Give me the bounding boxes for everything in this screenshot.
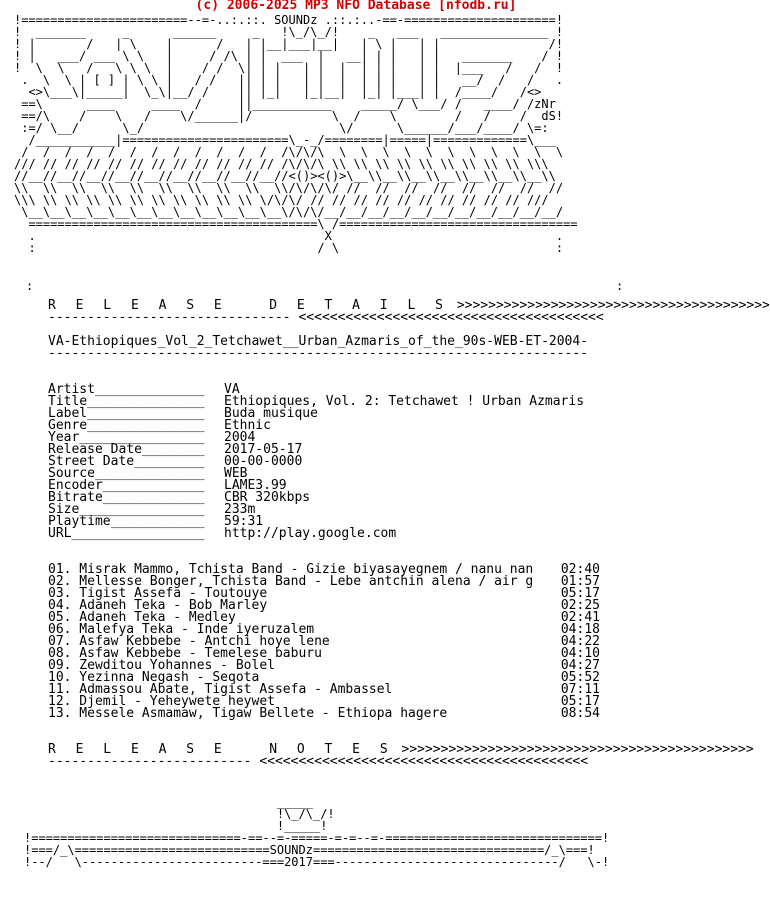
release-notes-title: R E L E A S E N O T E S bbox=[48, 742, 394, 757]
release-name: VA-Ethiopiques_Vol_2_Tetchawet__Urban_Azmaris_of_the_90s-WEB-ET-2004- bbox=[48, 334, 589, 349]
track-duration: 07:11 bbox=[560, 682, 600, 697]
detail-value: Ethnic bbox=[224, 418, 271, 433]
art-line-0: !=======================--=-..:.::. SOUNDz .::.:..-==-=====================! bbox=[14, 13, 564, 27]
art-line-7: ==\ ____ ____ / ||___________ _____/ \___/ / ____/ /zNr bbox=[14, 97, 556, 111]
detail-value: Ethiopiques, Vol. 2: Tetchawet ! Urban Azmaris bbox=[224, 394, 585, 409]
track-title: 13. Messele Asmamaw, Tigaw Bellete - Ethiopa hagere bbox=[48, 706, 448, 721]
detail-key: Artist______________ bbox=[48, 382, 205, 397]
art-line-18: . X . bbox=[14, 229, 564, 243]
detail-value: LAME3.99 bbox=[224, 478, 287, 493]
track-duration: 04:10 bbox=[560, 646, 600, 661]
track-title: 02. Mellesse Bonger, Tchista Band - Lebe antchin alena / air g bbox=[48, 574, 534, 589]
art-line-4: ! \ \ / \ \ \ | / / \| | | | | | | | | | | |___ / / ! bbox=[14, 61, 564, 75]
details-list bbox=[48, 384, 608, 540]
art-line-3: ! | ___/ ___ \ \ | / /\ | | ___ | __| | | | | _______ / ! bbox=[14, 49, 564, 63]
footer-line-1: !\_/\_/! bbox=[24, 807, 335, 821]
track-duration: 05:17 bbox=[560, 586, 600, 601]
footer-line-5: !--/ \-------------------------===2017===-------------------------------/ \-! bbox=[24, 855, 610, 869]
release-details-rule bbox=[48, 312, 608, 324]
release-name-underline: --------------------------------------------------------------------- bbox=[48, 346, 589, 361]
track-duration: 04:22 bbox=[560, 634, 600, 649]
track-duration: 05:52 bbox=[560, 670, 600, 685]
footer-line-4: !===/_\===========================SOUNDz================================/_\===! bbox=[24, 843, 595, 857]
track-title: 09. Zewditou Yohannes - Bolel bbox=[48, 658, 275, 673]
track-title: 01. Misrak Mammo, Tchista Band - Gizie biyasayegnem / nanu nan bbox=[48, 562, 534, 577]
track-title: 10. Yezinna Negash - Seqota bbox=[48, 670, 260, 685]
footer-line-2: !_____! bbox=[24, 819, 328, 833]
track-duration: 02:25 bbox=[560, 598, 600, 613]
track-title: 07. Asfaw Kebbebe - Antchi hoye lene bbox=[48, 634, 330, 649]
track-duration: 08:54 bbox=[560, 706, 600, 721]
detail-value: WEB bbox=[224, 466, 248, 481]
release-details-arrows-back: <<<<<<<<<<<<<<<<<<<<<<<<<<<<<<<<<<<<<<< bbox=[298, 310, 604, 325]
detail-key: URL_________________ bbox=[48, 526, 205, 541]
art-line-16: \__\__\__\__\__\__\__\__\__\__\__\__\/\/\/__/__/__/__/__/__/__/__/__/__/__/ bbox=[14, 205, 564, 219]
art-line-13: //__//__//__//__//__//__//__//__//__//<()><()>\__\\__\\__\\__\\__\\__\\__\\ bbox=[14, 169, 556, 183]
track-duration: 02:41 bbox=[560, 610, 600, 625]
art-line-19: : / \ : bbox=[14, 241, 564, 255]
art-line-12: /// // // // // // // // // // // // /\/\/\ \\ \\ \\ \\ \\ \\ \\ \\ \\ \\\ bbox=[14, 157, 549, 171]
right-border-dot: : bbox=[616, 279, 624, 293]
art-line-6: <>\___\|_____| \_\|__/ / || |_| |_|__| |_| |___| | /____/ /<> bbox=[14, 85, 556, 99]
detail-value: http://play.google.com bbox=[224, 526, 397, 541]
detail-key: Encoder_____________ bbox=[48, 478, 205, 493]
detail-key: Title_______________ bbox=[48, 394, 205, 409]
art-line-11: / / / / / / / / / / / / /\/\/\ \ \ \ \ \ \ \ \ \ \ \ bbox=[14, 145, 564, 159]
release-notes-rule bbox=[48, 756, 608, 768]
art-line-9: :=/ \__/ \_/ \/ \______/___/____/ \=: bbox=[14, 121, 556, 135]
detail-key: Bitrate_____________ bbox=[48, 490, 205, 505]
track-title: 12. Djemil - Yeheywete heywet bbox=[48, 694, 275, 709]
detail-key: Street Date_________ bbox=[48, 454, 205, 469]
track-title: 05. Adaneh Teka - Medley bbox=[48, 610, 236, 625]
track-title: 11. Admassou Abate, Tigist Assefa - Ambassel bbox=[48, 682, 393, 697]
art-line-5: . \ \ | [ ] | \ \ | / / || | | | | | | | | | | __/ / / . bbox=[14, 73, 564, 87]
left-border-dot: : bbox=[26, 279, 34, 293]
detail-value: 233m bbox=[224, 502, 256, 517]
track-title: 08. Asfaw Kebbebe - Temelese baburu bbox=[48, 646, 322, 661]
track-duration: 04:27 bbox=[560, 658, 600, 673]
site-header: (c) 2006-2025 MP3 NFO Database [nfodb.ru] bbox=[195, 0, 517, 13]
art-line-1: ! _______ _ ______ _ !\_/\_/! _ ___ _______________ ! bbox=[14, 25, 564, 39]
art-line-8: ==/\ / \ / \/______|/ \ / \ / / / dS! bbox=[14, 109, 564, 123]
release-details-arrows: >>>>>>>>>>>>>>>>>>>>>>>>>>>>>>>>>>>>>>>> bbox=[456, 298, 770, 313]
track-duration: 02:40 bbox=[560, 562, 600, 577]
release-body bbox=[48, 298, 770, 769]
ascii-footer bbox=[24, 796, 624, 868]
detail-value: 59:31 bbox=[224, 514, 264, 529]
ascii-logo-art bbox=[14, 14, 704, 276]
detail-key: Release Date________ bbox=[48, 442, 205, 457]
release-details-title: R E L E A S E D E T A I L S bbox=[48, 298, 449, 313]
art-line-10: /___________|=======================\_-_/========|=====|=============\___ bbox=[14, 133, 556, 147]
art-line-2: ! | / | \ | / | |__|___|__| | \ | | | /! bbox=[14, 37, 564, 51]
detail-value: 00-00-0000 bbox=[224, 454, 303, 469]
detail-value: CBR 320kbps bbox=[224, 490, 311, 505]
footer-line-0: _____ bbox=[24, 795, 313, 809]
detail-key: Year________________ bbox=[48, 430, 205, 445]
track-duration: 04:18 bbox=[560, 622, 600, 637]
detail-value: Buda musique bbox=[224, 406, 318, 421]
detail-key: Size________________ bbox=[48, 502, 205, 517]
detail-key: Label_______________ bbox=[48, 406, 205, 421]
release-notes-arrows: >>>>>>>>>>>>>>>>>>>>>>>>>>>>>>>>>>>>>>>>>>>>> bbox=[401, 742, 754, 757]
track-title: 03. Tigist Assefa - Toutouye bbox=[48, 586, 268, 601]
release-notes-underline: -------------------------- bbox=[48, 754, 252, 769]
detail-key: Source______________ bbox=[48, 466, 205, 481]
release-notes-arrows-back: <<<<<<<<<<<<<<<<<<<<<<<<<<<<<<<<<<<<<<<<<< bbox=[259, 754, 589, 769]
footer-line-3: !=============================-==--=-=====-=-=--=-==============================! bbox=[24, 831, 610, 845]
detail-row bbox=[48, 528, 608, 540]
tracklist bbox=[48, 564, 608, 720]
track-title: 06. Malefya Teka - Inde iyeruzalem bbox=[48, 622, 315, 637]
track-duration: 01:57 bbox=[560, 574, 600, 589]
art-line-14: \\ \\ \\ \\ \\ \\ \\ \\ \\ \\/\/\/\/ // // // // // // // // bbox=[14, 181, 564, 195]
art-line-15: \\\ \\ \\ \\ \\ \\ \\ \\ \\ \\ \\ \/\/\/ // // // // // // // // // // /// bbox=[14, 193, 549, 207]
detail-value: 2017-05-17 bbox=[224, 442, 303, 457]
detail-key: Playtime____________ bbox=[48, 514, 205, 529]
track-title: 04. Adaneh Teka - Bob Marley bbox=[48, 598, 268, 613]
detail-key: Genre_______________ bbox=[48, 418, 205, 433]
detail-value: 2004 bbox=[224, 430, 256, 445]
release-details-underline: ------------------------------- bbox=[48, 310, 291, 325]
detail-value: VA bbox=[224, 382, 240, 397]
track-duration: 05:17 bbox=[560, 694, 600, 709]
track-row bbox=[48, 708, 608, 720]
art-line-17: ========================================\ /================================= bbox=[14, 217, 578, 231]
